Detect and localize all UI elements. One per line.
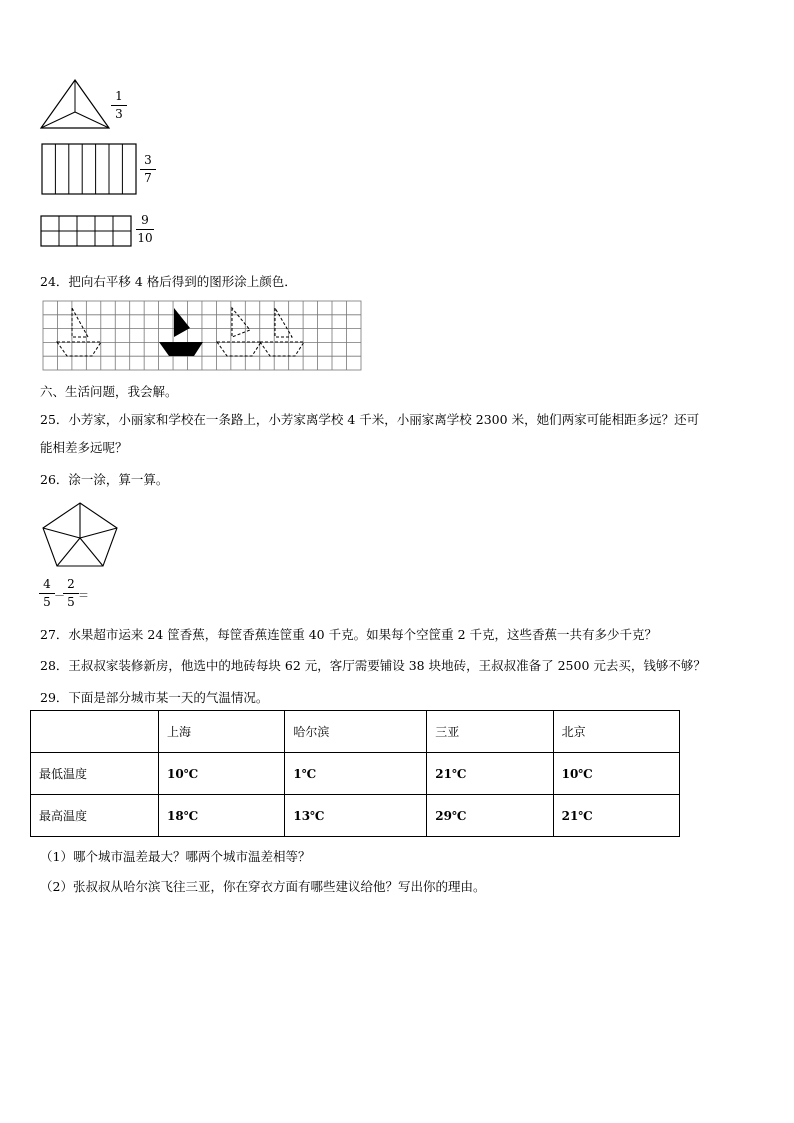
table-cell: 29℃ [427, 795, 553, 837]
minus-sign: － [54, 589, 65, 602]
question-24: 24．把向右平移 4 格后得到的图形涂上颜色． [40, 274, 297, 289]
dashed-boat-2 [217, 308, 261, 356]
denominator: 7 [144, 171, 152, 185]
table-cell: 13℃ [285, 795, 427, 837]
dashed-boat-1 [57, 308, 101, 356]
row-label: 最高温度 [31, 795, 159, 837]
numerator: 9 [141, 213, 149, 227]
fraction-label-2 [139, 154, 157, 185]
question-26: 26．涂一涂，算一算。 [40, 472, 169, 487]
header-cell: 上海 [159, 711, 285, 753]
question-25-line-2: 能相差多远呢？ [40, 440, 128, 455]
denominator: 10 [137, 231, 153, 245]
numerator: 2 [67, 577, 75, 591]
dashed-boat-3 [260, 308, 304, 356]
header-cell: 三亚 [427, 711, 553, 753]
question-27: 27．水果超市运来 24 筐香蕉，每筐香蕉连筐重 40 千克。如果每个空筐重 2 千克，这些香蕉一共有多少千克？ [40, 627, 658, 642]
header-cell: 哈尔滨 [285, 711, 427, 753]
equals-sign: ＝ [78, 589, 89, 602]
table-cell: 10℃ [159, 753, 285, 795]
denominator: 5 [67, 595, 75, 609]
table-cell: 21℃ [553, 795, 679, 837]
numerator: 1 [115, 89, 123, 103]
solid-boat [159, 308, 203, 356]
temperature-table [30, 710, 680, 837]
table-cell: 1℃ [285, 753, 427, 795]
table-cell: 21℃ [427, 753, 553, 795]
table-row [31, 795, 680, 837]
question-29: 29．下面是部分城市某一天的气温情况。 [40, 690, 269, 705]
boat-translation-grid [42, 300, 362, 372]
question-29-sub-2: （2）张叔叔从哈尔滨飞往三亚，你在穿衣方面有哪些建议给他？写出你的理由。 [40, 879, 486, 894]
question-25-line-1: 25．小芳家，小丽家和学校在一条路上，小芳家离学校 4 千米，小丽家离学校 2300 米，她们两家可能相距多远？还可 [40, 412, 700, 427]
header-cell [31, 711, 159, 753]
denominator: 5 [43, 595, 51, 609]
header-cell: 北京 [553, 711, 679, 753]
fraction-label-1 [110, 90, 128, 121]
triangle-thirds-figure [38, 78, 112, 130]
numerator: 4 [43, 577, 51, 591]
section-6-title: 六、生活问题，我会解。 [40, 384, 178, 399]
question-29-sub-1: （1）哪个城市温差最大？哪两个城市温差相等？ [40, 849, 311, 864]
table-cell: 18℃ [159, 795, 285, 837]
pentagon-fifths-figure [40, 500, 120, 570]
table-cell: 10℃ [553, 753, 679, 795]
rectangle-sevenths-figure [41, 143, 137, 195]
fraction-label-3 [135, 214, 155, 245]
numerator: 3 [144, 153, 152, 167]
row-label: 最低温度 [31, 753, 159, 795]
table-row [31, 753, 680, 795]
rectangle-tenths-figure [40, 215, 132, 247]
question-28: 28．王叔叔家装修新房，他选中的地砖每块 62 元，客厅需要铺设 38 块地砖，王叔叔准备了 2500 元去买，钱够不够？ [40, 658, 706, 673]
table-header-row [31, 711, 680, 753]
denominator: 3 [115, 107, 123, 121]
